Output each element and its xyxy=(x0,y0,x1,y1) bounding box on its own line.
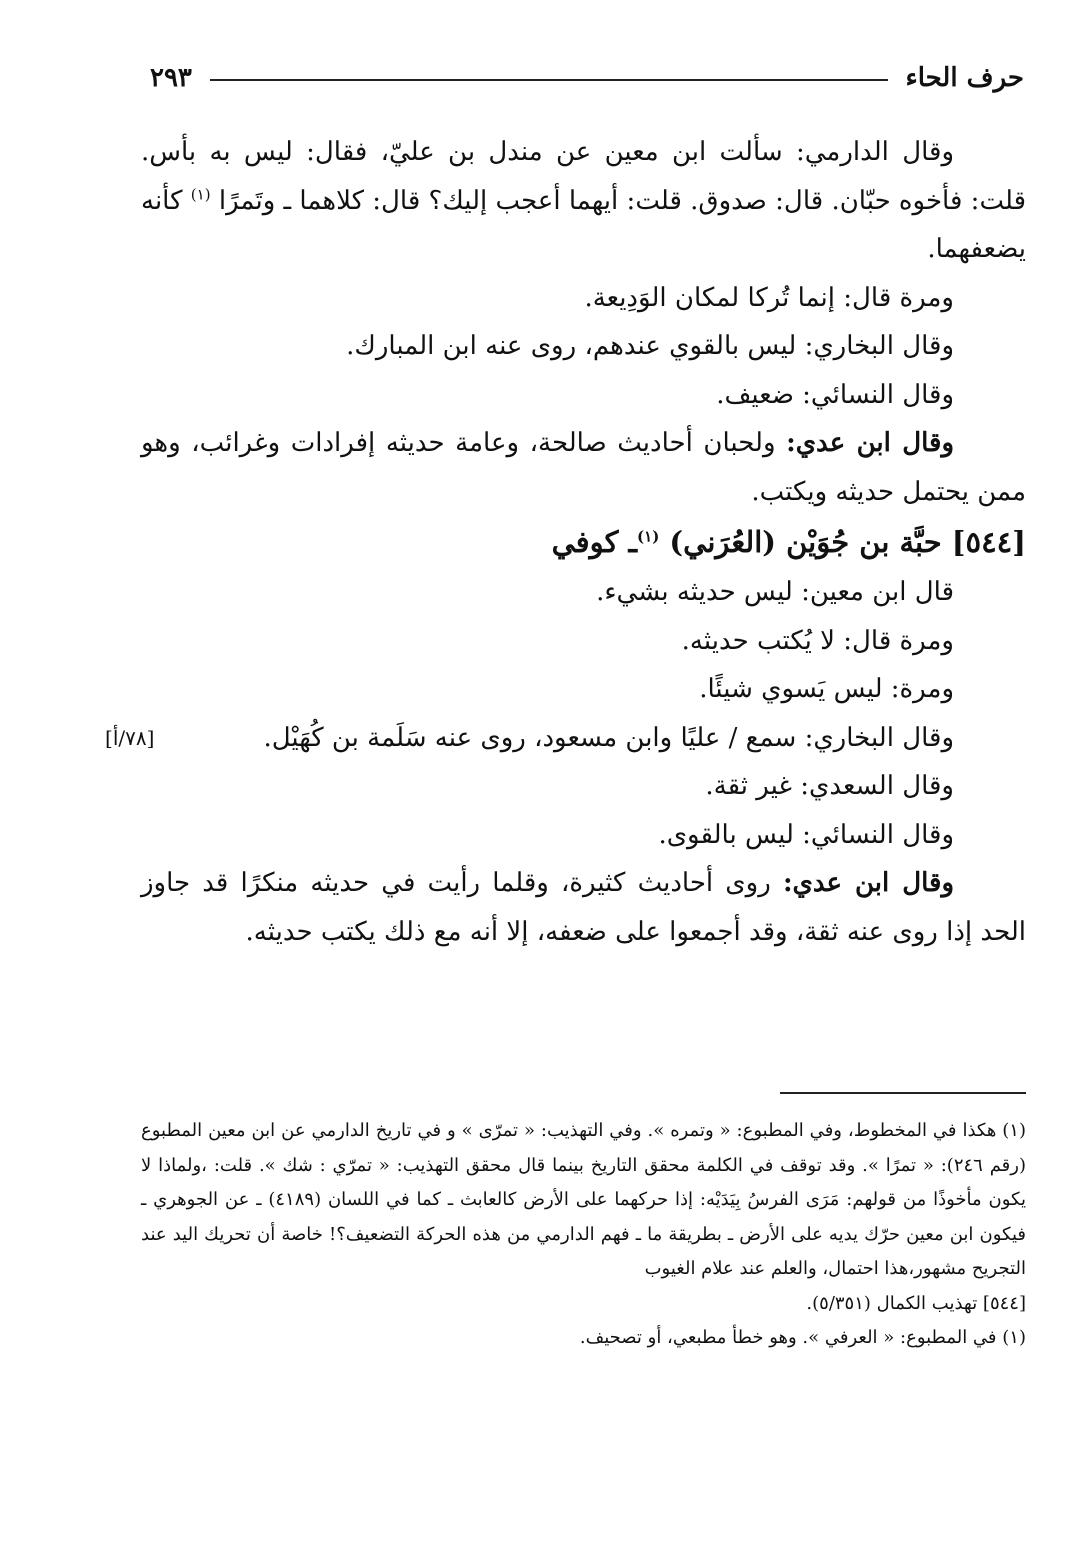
paragraph-darimi xyxy=(141,128,1026,274)
manuscript-folio-marker: [٧٨/أ] xyxy=(105,725,155,750)
footnote-1: (١) هكذا في المخطوط، وفي المطبوع: « وتمره ». وفي التهذيب: « تمرّى » و في تاريخ الدارمي عن ابن معين المطبوع (رقم ٢٤٦): « تمرًا ». وقد توقف في الكلمة محقق التاريخ بينما قال محقق التهذيب: « تمرّي : شك ». قلت: ،ولماذا لا يكون مأخوذًا من قولهم: مَرَى الفرسُ بِيَدَيْه: إذا حركهما على الأرض كالعابث ـ كما في اللسان (٤١٨٩) ـ عن الجوهري ـ فيكون ابن معين حرّك يديه على الأرض ـ بطريقة ما ـ فهم الدارمي من هذه الحركة التضعيف؟! خاصة أن تحريك اليد عند التجريح مشهور،هذا احتمال، والعلم عند علام الغيوب xyxy=(141,1120,1026,1279)
paragraph-bukhari: وقال البخاري: ليس بالقوي عندهم، روى عنه ابن المبارك. xyxy=(346,331,954,361)
paragraph-saadi: وقال السعدي: غير ثقة. xyxy=(705,771,954,801)
header-rule xyxy=(210,79,888,81)
paragraph-again: ومرة: ليس يَسوي شيئًا. xyxy=(699,674,954,704)
running-header xyxy=(150,58,1024,98)
entry-title: [٥٤٤] حبَّة بن جُوَيْن (العُرَني) xyxy=(669,525,1026,559)
paragraph-bukhari xyxy=(105,714,1026,763)
page-number: ٢٩٣ xyxy=(150,63,192,93)
speaker-label: وقال ابن عدي: xyxy=(782,868,955,898)
footnote-separator xyxy=(780,1092,1026,1094)
paragraph-nasai: وقال النسائي: ضعيف. xyxy=(716,379,954,410)
paragraph-text: ولحبان أحاديث صالحة، وعامة حديثه إفرادات وغرائب، وهو ممن يحتمل حديثه ويكتب. xyxy=(141,428,1026,507)
footnote-ref: (١) xyxy=(190,184,211,203)
paragraph-again: ومرة قال: لا يُكتب حديثه. xyxy=(681,625,954,656)
paragraph-ibn-adi xyxy=(141,419,1026,516)
speaker-label: وقال ابن عدي: xyxy=(786,428,955,458)
chapter-title: حرف الحاء xyxy=(905,63,1024,93)
paragraph-nasai: وقال النسائي: ليس بالقوى. xyxy=(658,819,954,850)
footnote-ref: (١) xyxy=(637,527,660,546)
paragraph-ibn-adi xyxy=(141,859,1026,956)
main-text xyxy=(105,128,1027,956)
entry-heading xyxy=(141,516,1026,568)
footnote-entry-source: [٥٤٤] تهذيب الكمال (٥/٣٥١). xyxy=(806,1292,1026,1314)
paragraph-ibn-maeen: قال ابن معين: ليس حديثه بشيء. xyxy=(596,577,954,607)
entry-origin: ـ كوفي xyxy=(551,525,638,559)
footnotes xyxy=(141,1114,1026,1356)
paragraph-text: روى أحاديث كثيرة، وقلما رأيت في حديثه منكرًا قد جاوز الحد إذا روى عنه ثقة، وقد أجمعوا على ضعفه، إلا أنه مع ذلك يكتب حديثه. xyxy=(141,868,1026,947)
paragraph-again: ومرة قال: إنما تُركا لمكان الوَدِيعة. xyxy=(584,282,954,313)
paragraph-text: وقال الدارمي: سألت ابن معين عن مندل بن عليّ، فقال: ليس به بأس. قلت: فأخوه حبّان. قال: صدوق. قلت: أيهما أعجب إليك؟ قال: كلاهما ـ وتَمرًا xyxy=(141,137,1027,216)
footnote-2: (١) في المطبوع: « العرفي ». وهو خطأ مطبعي، أو تصحيف. xyxy=(579,1327,1026,1348)
paragraph-text: وقال البخاري: سمع / عليًا وابن مسعود، روى عنه سَلَمة بن كُهَيْل. xyxy=(263,722,954,753)
paragraph-text: كأنه يضعفهما. xyxy=(141,185,1026,264)
